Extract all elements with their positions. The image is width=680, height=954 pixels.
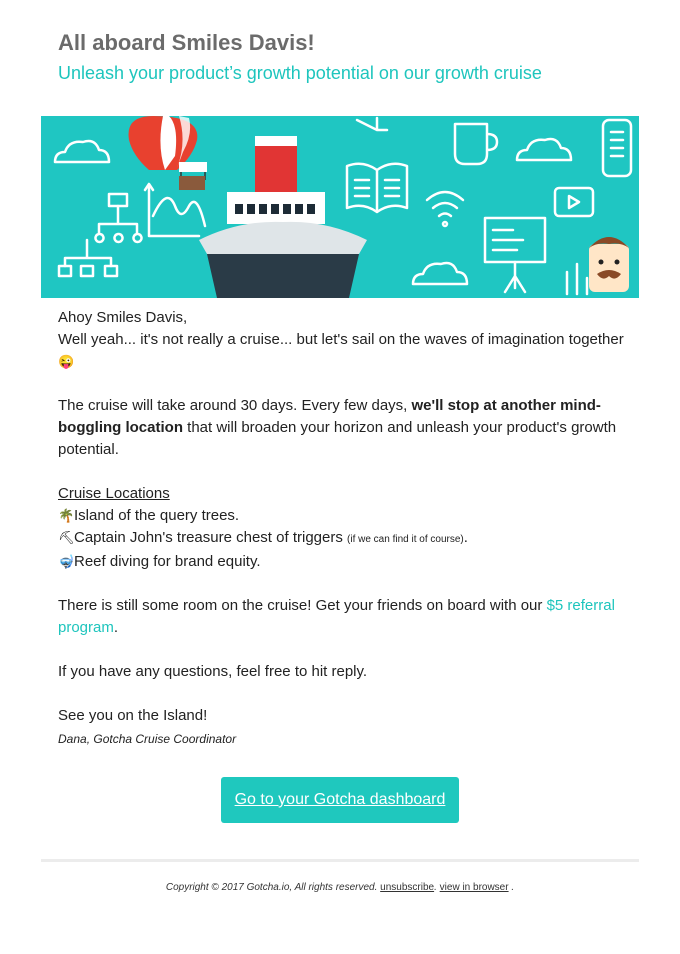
copyright-text: Copyright © 2017 Gotcha.io, All rights reserved. [165,882,381,893]
location-item [58,529,468,546]
play-icon [555,188,593,216]
intro-text: Well yeah... it's not really a cruise... but let's sail on the waves of imagination together [58,331,624,348]
footer-sep: . [434,882,440,893]
location-text: Reef diving for brand equity. [74,553,261,570]
phone-icon [603,120,631,176]
intro-paragraph [58,329,630,373]
chart-bars-icon [567,264,587,294]
cloud-icon [55,141,109,162]
cloud-icon [517,139,571,160]
hero-illustration [41,116,639,298]
location-note: (if we can find it of course) [347,534,464,545]
email-subtitle: Unleash your product’s growth potential on our growth cruise [58,63,542,83]
ship-icon [199,136,367,298]
unsubscribe-link[interactable]: unsubscribe [380,882,435,893]
cruise-text-bold: we'll stop at another mind-boggling location [58,397,601,436]
referral-suffix: . [113,619,119,636]
signature: Dana, Gotcha Cruise Coordinator [58,732,237,746]
pickaxe-icon: ⛏ [58,530,75,545]
cruise-text-2: that will broaden your horizon and unleash your product's growth potential. [58,419,617,458]
cruise-text-1: The cruise will take around 30 days. Every few days, [58,397,412,414]
mug-icon [455,124,497,164]
greeting: Ahoy Smiles Davis, [58,309,188,326]
referral-link[interactable]: $5 referral program [58,597,615,636]
hot-air-balloon-icon [129,116,208,190]
locations-section [58,483,630,573]
cruise-paragraph [58,395,630,461]
footer [0,882,680,893]
megaphone-icon [357,118,387,130]
winking-tongue-emoji: 😜 [58,354,75,369]
footer-divider [41,859,639,862]
dashboard-button[interactable]: Go to your Gotcha dashboard [221,777,459,823]
avatar-mustache-icon [589,237,629,292]
wifi-icon [427,192,463,226]
location-item [58,553,261,570]
location-suffix: . [463,529,468,546]
questions-paragraph: If you have any questions, feel free to hit reply. [58,663,368,680]
location-text: Captain John's treasure chest of triggers [74,529,348,546]
palm-tree-icon: 🌴 [58,508,75,523]
diving-icon: 🤿 [58,554,75,569]
footer-end: . [508,882,515,893]
locations-heading: Cruise Locations [58,485,170,502]
closing-line: See you on the Island! [58,707,208,724]
presentation-icon [485,218,545,292]
location-text: Island of the query trees. [74,507,240,524]
book-icon [347,164,407,212]
cloud-icon [413,263,467,284]
growth-chart-icon [145,184,205,236]
email-title: All aboard Smiles Davis! [58,30,315,55]
referral-text: There is still some room on the cruise! Get your friends on board with our [58,597,547,614]
location-item [58,507,239,524]
view-in-browser-link[interactable]: view in browser [439,882,509,893]
referral-paragraph [58,595,630,639]
hero-banner [41,116,639,298]
flowchart-icon [59,194,142,276]
